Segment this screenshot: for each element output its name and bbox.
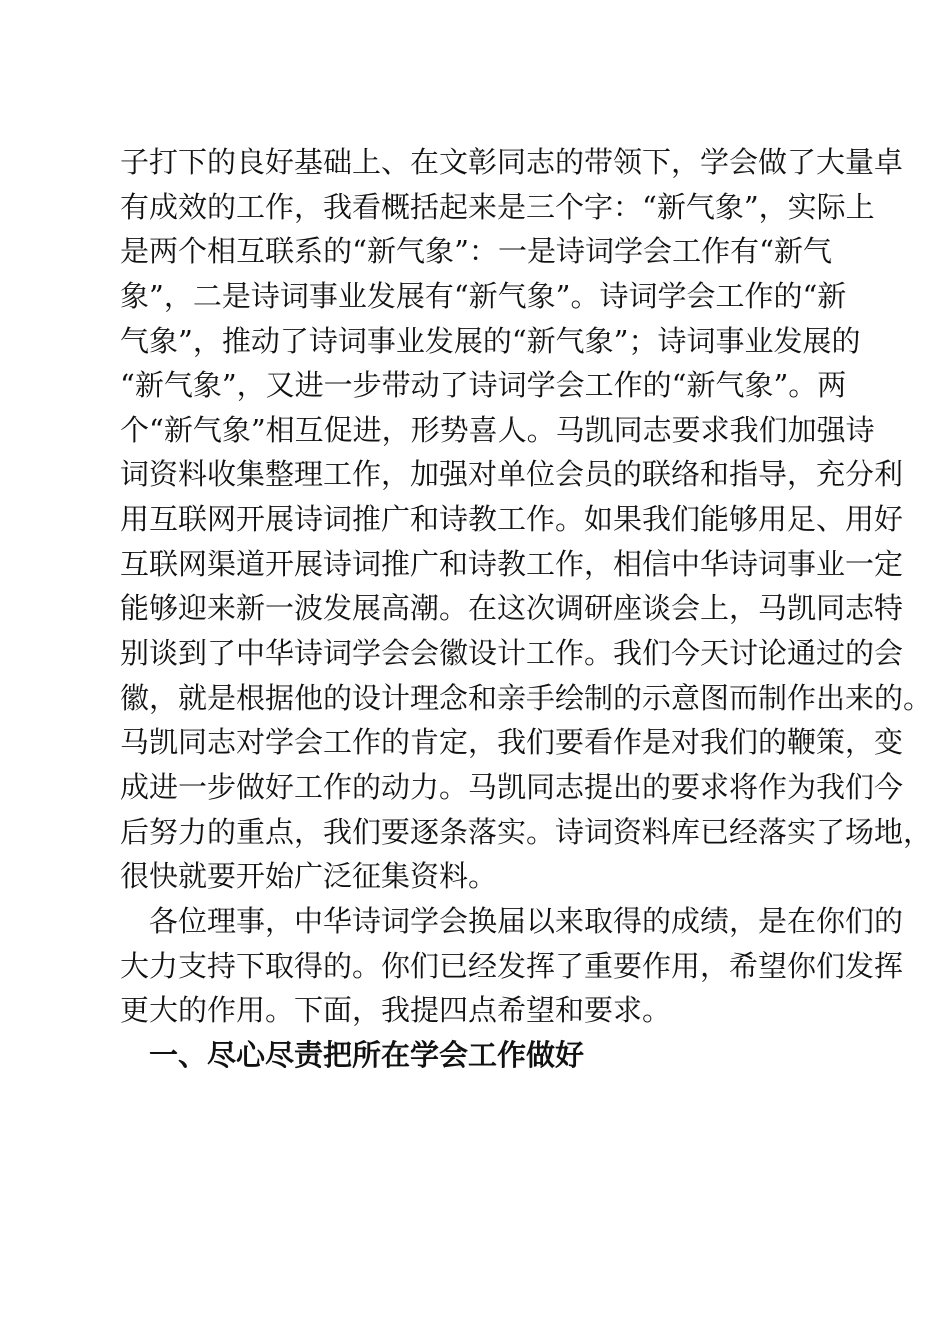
text-line: 成进一步做好工作的动力。马凯同志提出的要求将作为我们今 [120,769,904,804]
text-line: 是两个相互联系的“新气象”：一是诗词学会工作有“新气 [120,234,832,269]
text-line: 大力支持下取得的。你们已经发挥了重要作用，希望你们发挥 [120,948,904,983]
text-line: 能够迎来新一波发展高潮。在这次调研座谈会上，马凯同志特 [120,591,904,626]
text-line: 徽，就是根据他的设计理念和亲手绘制的示意图而制作出来的。 [120,680,933,715]
text-line: 各位理事，中华诗词学会换届以来取得的成绩，是在你们的 [149,903,904,938]
text-line: 子打下的良好基础上、在文彰同志的带领下，学会做了大量卓 [120,145,904,179]
text-line: 更大的作用。下面，我提四点希望和要求。 [120,993,672,1028]
text-line: 用互联网开展诗词推广和诗教工作。如果我们能够用足、用好 [120,502,904,537]
text-line: 很快就要开始广泛征集资料。 [120,859,498,894]
paragraph-1 [120,140,933,899]
text-line: 气象”，推动了诗词事业发展的“新气象”；诗词事业发展的 [120,323,861,358]
text-line: 象”，二是诗词事业发展有“新气象”。诗词学会工作的“新 [120,278,847,313]
paragraph-2 [120,899,904,1033]
text-line: 别谈到了中华诗词学会会徽设计工作。我们今天讨论通过的会 [120,636,904,671]
text-line: 后努力的重点，我们要逐条落实。诗词资料库已经落实了场地， [120,814,933,849]
document-page [120,140,933,1077]
text-line: 有成效的工作，我看概括起来是三个字：“新气象”，实际上 [120,189,875,224]
text-line: 马凯同志对学会工作的肯定，我们要看作是对我们的鞭策，变 [120,725,904,760]
text-line: “新气象”，又进一步带动了诗词学会工作的“新气象”。两 [120,368,847,403]
text-line: 词资料收集整理工作，加强对单位会员的联络和指导，充分利 [120,457,904,492]
text-line: 个“新气象”相互促进，形势喜人。马凯同志要求我们加强诗 [120,412,875,447]
text-line: 互联网渠道开展诗词推广和诗教工作，相信中华诗词事业一定 [120,546,904,581]
section-heading: 一、尽心尽责把所在学会工作做好 [149,1037,585,1072]
